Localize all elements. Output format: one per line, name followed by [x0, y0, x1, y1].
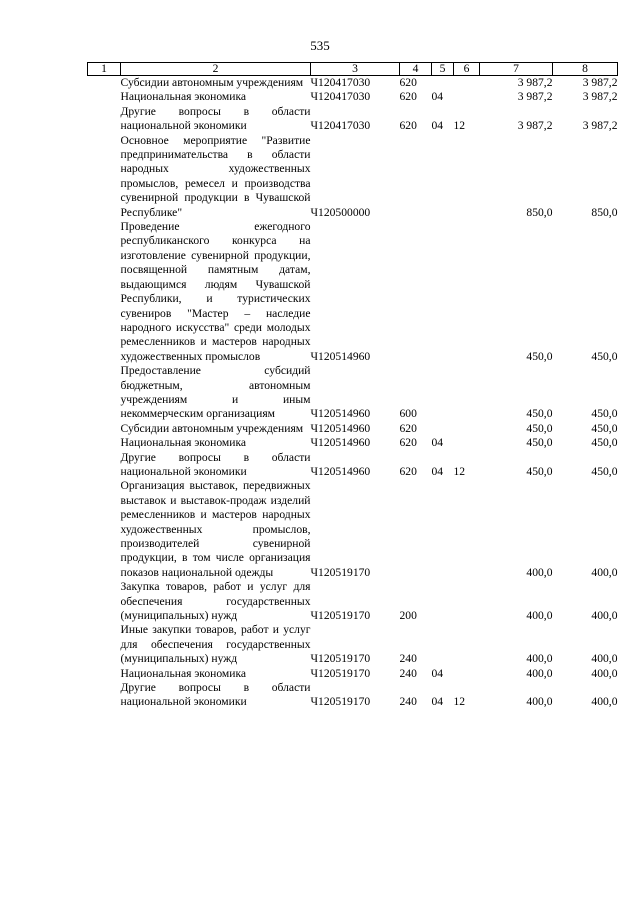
row-number-cell — [88, 681, 121, 710]
row-number-cell — [88, 90, 121, 104]
row-value-2: 450,0 — [591, 349, 618, 363]
row-subsection — [454, 623, 480, 666]
header-col-4: 4 — [400, 63, 432, 76]
row-expense-type: 620 — [399, 76, 417, 89]
row-expense-type: 240 — [399, 666, 417, 680]
row-value-2: 450,0 — [591, 436, 618, 450]
row-number-cell — [88, 105, 121, 134]
row-number-cell — [88, 667, 121, 681]
row-value-2: 450,0 — [591, 421, 618, 435]
row-value-1: 450,0 — [526, 421, 553, 435]
row-section: 04 — [431, 464, 444, 478]
row-subsection — [454, 76, 480, 91]
row-value-2: 400,0 — [591, 565, 618, 579]
row-expense-type: 240 — [399, 652, 417, 666]
row-name: Национальная экономика — [120, 666, 247, 680]
row-section: 04 — [431, 90, 444, 104]
header-row — [88, 63, 618, 76]
row-expense-type — [400, 220, 432, 364]
row-number-cell — [88, 451, 121, 480]
row-value-2: 3 987,2 — [582, 119, 618, 133]
row-target-code: Ч120514960 — [310, 349, 371, 363]
row-expense-type — [400, 479, 432, 580]
table-row — [88, 479, 618, 580]
row-subsection: 12 — [453, 464, 466, 478]
row-number-cell — [88, 436, 121, 450]
row-name: Проведение ежегодного республиканского конкурса на изготовление сувенирной продукции, посвященной памятным датам, выдающимся людям Чувашской Республики, и туристических сувениров "Мастер – наследие народного искусства" среди молодых ремесленников и мастеров народных художественных промыслов — [120, 220, 311, 363]
row-name: Национальная экономика — [120, 436, 247, 450]
row-section: 04 — [431, 119, 444, 133]
header-col-2: 2 — [121, 63, 311, 76]
row-section — [432, 76, 454, 91]
row-value-2: 400,0 — [591, 666, 618, 680]
row-name: Другие вопросы в области национальной экономики — [120, 104, 311, 133]
row-subsection — [454, 364, 480, 422]
row-value-1: 400,0 — [526, 652, 553, 666]
row-expense-type — [400, 134, 432, 220]
row-value-2: 400,0 — [591, 609, 618, 623]
row-value-2: 450,0 — [591, 464, 618, 478]
row-expense-type: 620 — [399, 421, 417, 435]
row-subsection — [454, 134, 480, 220]
row-target-code: Ч120417030 — [310, 90, 371, 104]
row-target-code: Ч120417030 — [310, 119, 371, 133]
page-number: 535 — [310, 38, 330, 53]
row-name: Предоставление субсидий бюджетным, автономным учреждениям и иным некоммерческим организациям — [120, 364, 311, 421]
row-section: 04 — [431, 436, 444, 450]
row-subsection — [454, 220, 480, 364]
row-value-1: 400,0 — [526, 695, 553, 709]
row-subsection — [454, 436, 480, 450]
table-row — [88, 451, 618, 480]
row-section: 04 — [431, 666, 444, 680]
row-subsection: 12 — [453, 695, 466, 709]
row-value-1: 850,0 — [526, 205, 553, 219]
table-row — [88, 422, 618, 436]
row-value-1: 450,0 — [526, 349, 553, 363]
row-section — [432, 479, 454, 580]
row-value-1: 400,0 — [526, 565, 553, 579]
table-row — [88, 220, 618, 364]
row-subsection: 12 — [453, 119, 466, 133]
table-row — [88, 90, 618, 104]
row-name: Основное мероприятие "Развитие предпринимательства в области народных художественных промыслов, ремесел и производства сувенирной продукции в Чувашской Республике" — [120, 133, 311, 219]
row-value-2: 400,0 — [591, 652, 618, 666]
row-expense-type: 600 — [399, 407, 417, 421]
row-target-code: Ч120514960 — [310, 436, 371, 450]
row-value-2: 3 987,2 — [582, 76, 618, 89]
row-value-1: 3 987,2 — [517, 119, 553, 133]
row-name: Другие вопросы в области национальной экономики — [120, 450, 311, 478]
table-row — [88, 667, 618, 681]
row-number-cell — [88, 422, 121, 436]
table-row — [88, 623, 618, 666]
row-expense-type: 620 — [399, 436, 417, 450]
row-name: Субсидии автономным учреждениям — [120, 76, 304, 89]
row-expense-type: 620 — [399, 119, 417, 133]
row-target-code: Ч120519170 — [310, 565, 371, 579]
row-subsection — [454, 479, 480, 580]
row-value-1: 450,0 — [526, 407, 553, 421]
row-number-cell — [88, 220, 121, 364]
row-section — [432, 364, 454, 422]
row-target-code: Ч120519170 — [310, 695, 371, 709]
row-value-1: 450,0 — [526, 464, 553, 478]
row-target-code: Ч120519170 — [310, 652, 371, 666]
row-subsection — [454, 90, 480, 104]
row-value-2: 400,0 — [591, 695, 618, 709]
table-row — [88, 681, 618, 710]
row-target-code: Ч120514960 — [310, 407, 371, 421]
table-row — [88, 105, 618, 134]
row-target-code: Ч120514960 — [310, 464, 371, 478]
row-section — [432, 422, 454, 436]
row-name: Национальная экономика — [120, 90, 247, 104]
header-col-5: 5 — [432, 63, 454, 76]
row-subsection — [454, 667, 480, 681]
header-col-3: 3 — [311, 63, 400, 76]
row-number-cell — [88, 364, 121, 422]
table-row — [88, 364, 618, 422]
row-target-code: Ч120519170 — [310, 609, 371, 623]
header-col-7: 7 — [480, 63, 553, 76]
row-value-2: 450,0 — [591, 407, 618, 421]
row-value-1: 400,0 — [526, 666, 553, 680]
header-col-8: 8 — [553, 63, 618, 76]
row-value-1: 400,0 — [526, 609, 553, 623]
header-col-1: 1 — [88, 63, 121, 76]
table-row — [88, 134, 618, 220]
row-target-code: Ч120500000 — [310, 205, 371, 219]
header-col-6: 6 — [454, 63, 480, 76]
row-value-1: 3 987,2 — [517, 90, 553, 104]
row-value-1: 3 987,2 — [517, 76, 553, 89]
row-section — [432, 623, 454, 666]
row-expense-type: 240 — [399, 695, 417, 709]
row-number-cell — [88, 623, 121, 666]
row-number-cell — [88, 76, 121, 91]
row-expense-type: 200 — [399, 609, 417, 623]
row-section — [432, 134, 454, 220]
row-name: Иные закупки товаров, работ и услуг для обеспечения государственных (муниципальных) нужд — [120, 623, 311, 666]
row-subsection — [454, 422, 480, 436]
row-name: Закупка товаров, работ и услуг для обеспечения государственных (муниципальных) нужд — [120, 580, 311, 623]
row-value-2: 3 987,2 — [582, 90, 618, 104]
row-section — [432, 580, 454, 623]
row-value-1: 450,0 — [526, 436, 553, 450]
row-section — [432, 220, 454, 364]
row-expense-type: 620 — [399, 464, 417, 478]
row-subsection — [454, 580, 480, 623]
row-name: Другие вопросы в области национальной экономики — [120, 681, 311, 709]
row-value-2: 850,0 — [591, 205, 618, 219]
budget-table — [87, 62, 618, 710]
table-row — [88, 436, 618, 450]
table-row — [88, 580, 618, 623]
table-row — [88, 76, 618, 91]
row-number-cell — [88, 479, 121, 580]
row-target-code: Ч120417030 — [310, 76, 371, 89]
row-number-cell — [88, 134, 121, 220]
row-name: Организация выставок, передвижных выставок и выставок-продаж изделий ремесленников и мастеров народных художественных промыслов, производителей сувенирной продукции, в том числе организация показов национальной одежды — [120, 479, 311, 579]
row-name: Субсидии автономным учреждениям — [120, 421, 304, 435]
row-section: 04 — [431, 695, 444, 709]
row-target-code: Ч120519170 — [310, 666, 371, 680]
row-expense-type: 620 — [399, 90, 417, 104]
row-number-cell — [88, 580, 121, 623]
row-target-code: Ч120514960 — [310, 421, 371, 435]
